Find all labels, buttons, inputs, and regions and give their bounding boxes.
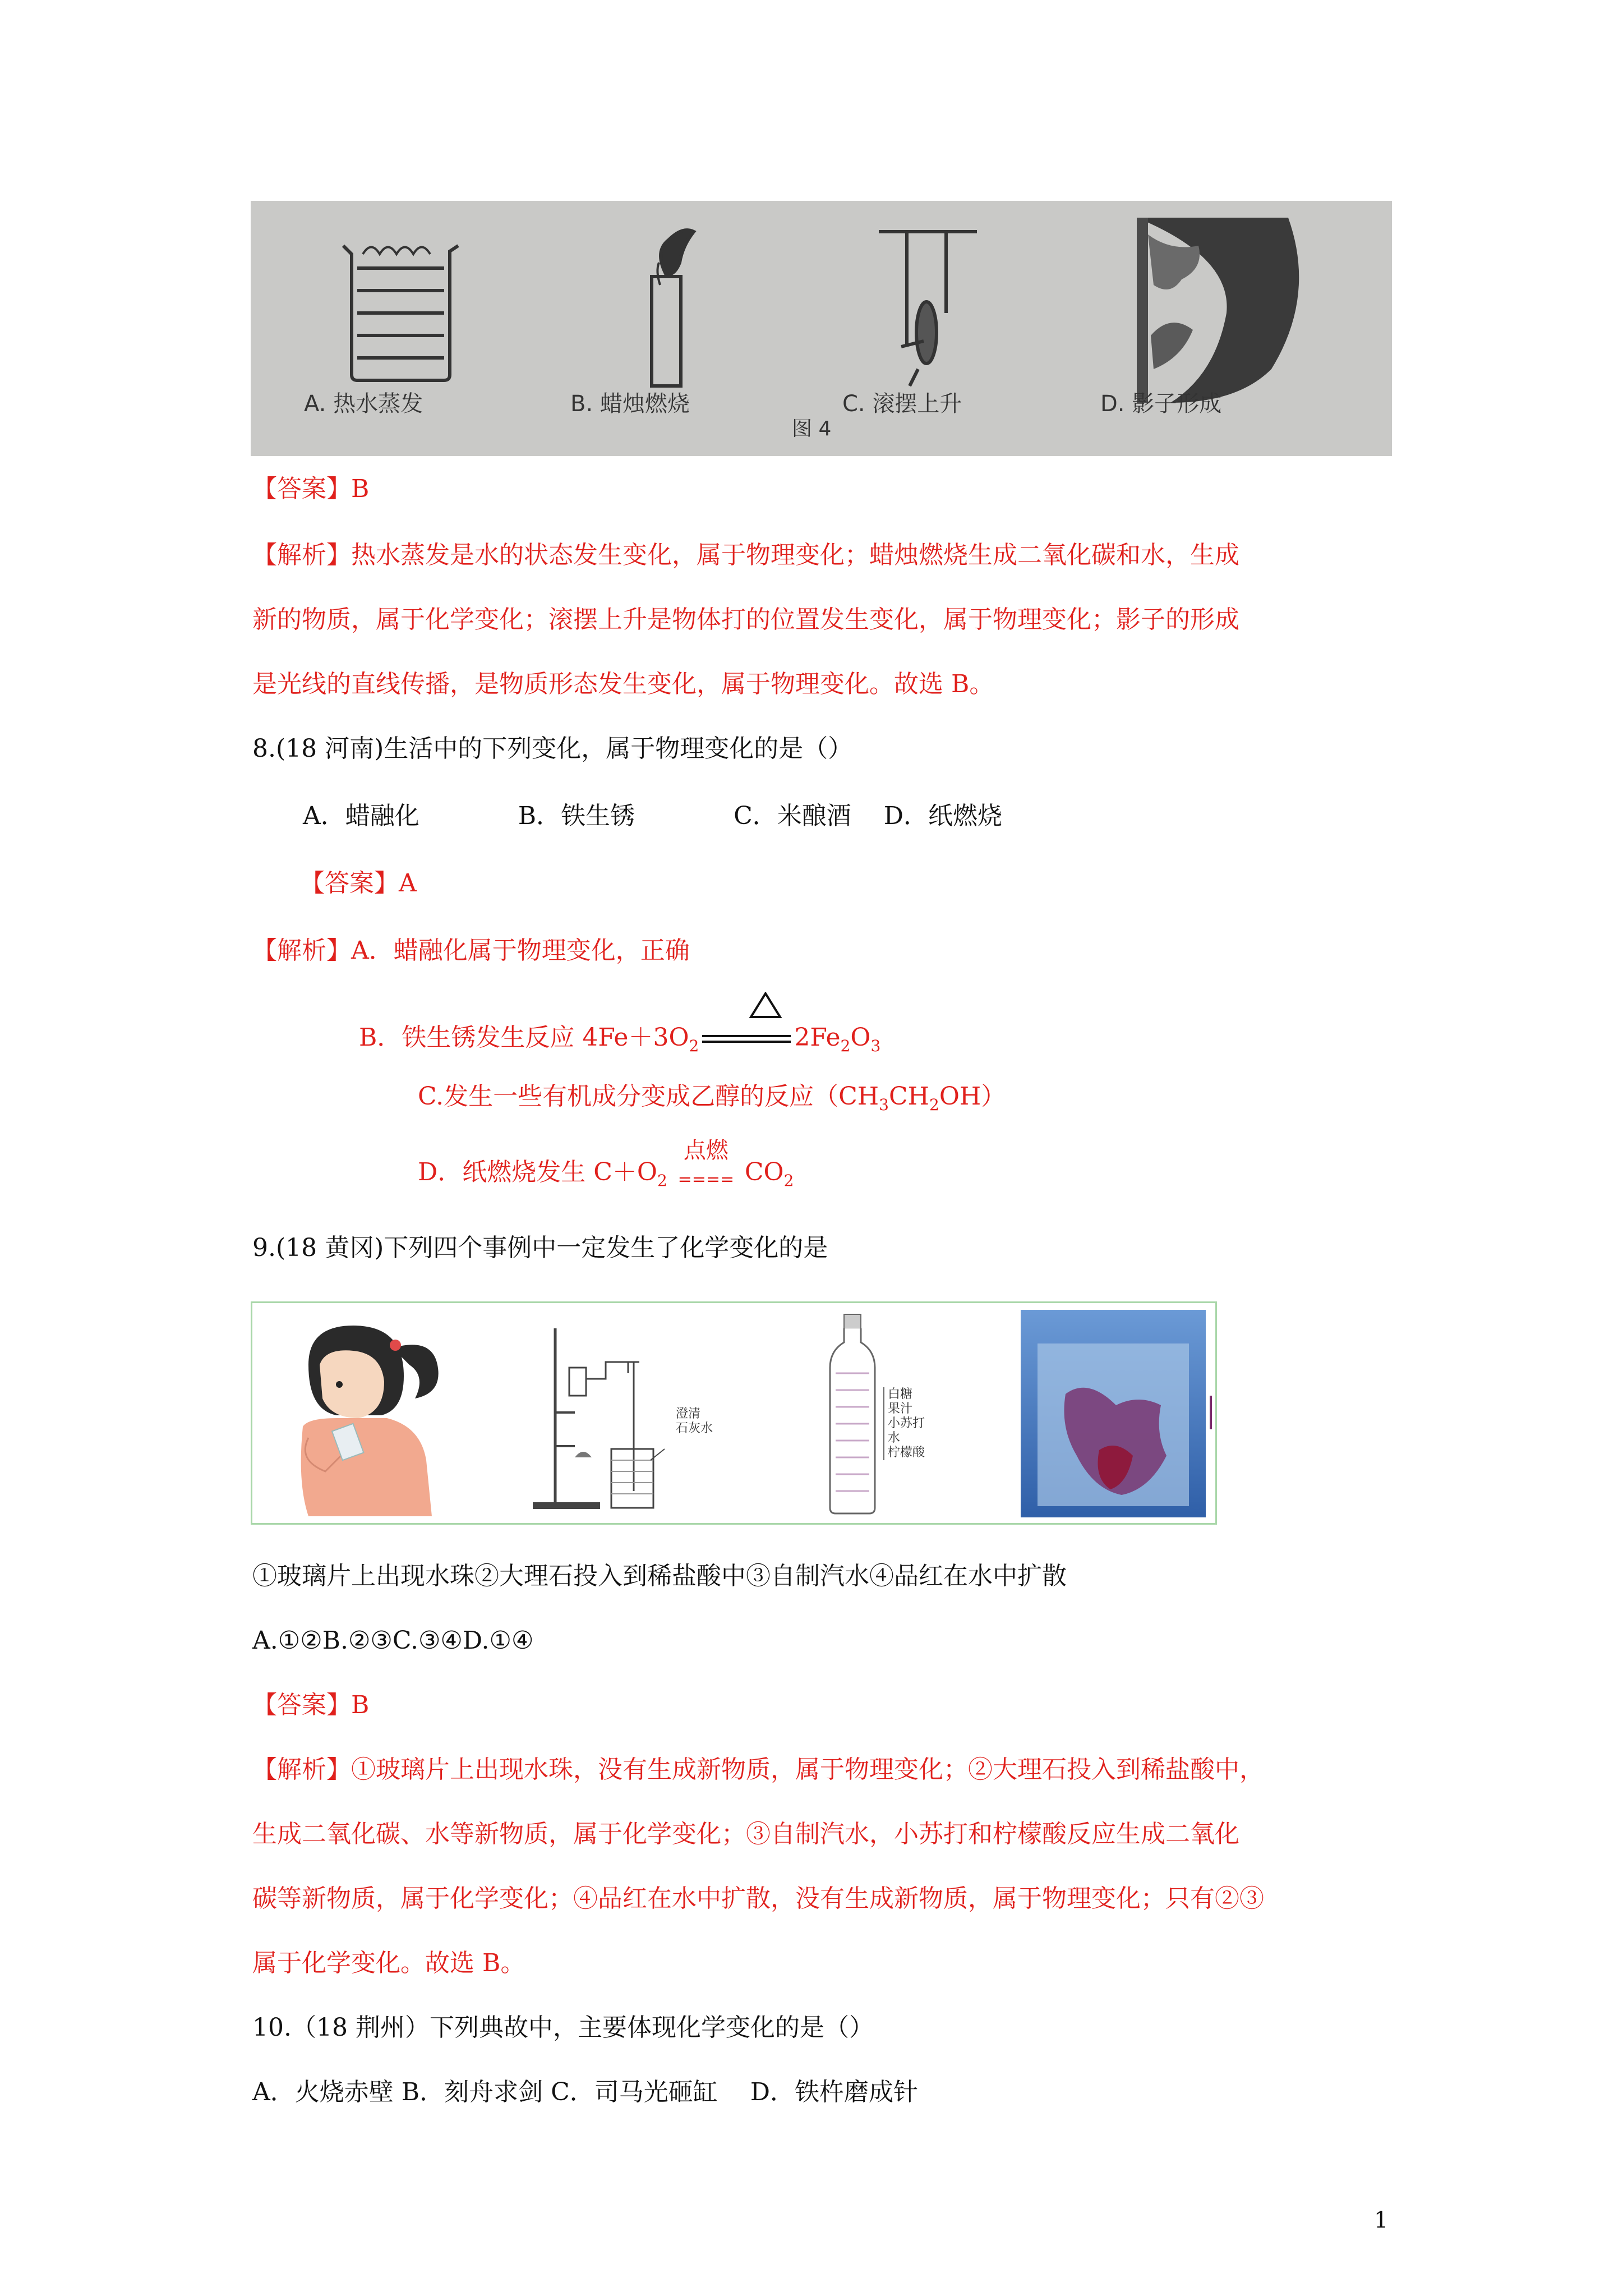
figure-label-a: A. 热水蒸发 [304, 391, 423, 417]
bottle-ingredients-label [883, 1387, 925, 1460]
subscript: 2 [689, 1037, 699, 1055]
q8-options: A．蜡融化 B．铁生锈 C．米酿酒 D．纸燃烧 [303, 802, 1003, 830]
candle-illustration [652, 230, 694, 386]
analysis-c-text: C.发生一些有机成分变成乙醇的反应（CH [418, 1082, 879, 1111]
subscript: 3 [870, 1037, 881, 1055]
q7-analysis-line-1 [252, 539, 1239, 572]
q8-analysis-c [418, 1080, 1006, 1122]
pendulum-illustration [879, 232, 977, 386]
analysis-c-end: OH） [939, 1082, 1006, 1111]
answer-tag: 【答案】 [252, 1691, 351, 1719]
subscript: 2 [929, 1096, 939, 1114]
analysis-c-mid: CH [888, 1082, 929, 1111]
analysis-tag: 【解析】 [252, 936, 351, 965]
heating-triangle-icon [749, 992, 782, 1019]
reaction-condition [675, 1137, 737, 1191]
q9-question: 9.(18 黄冈)下列四个事例中一定发生了化学变化的是 [252, 1234, 828, 1262]
limewater-label-line-1: 澄清 [676, 1407, 701, 1421]
condition-equals: ==== [677, 1169, 735, 1189]
analysis-text: ①玻璃片上出现水珠，没有生成新物质，属于物理变化；②大理石投入到稀盐酸中， [351, 1755, 1264, 1784]
analysis-d-text: D．纸燃烧发生 C＋O [418, 1158, 658, 1186]
limewater-label-line-2: 石灰水 [676, 1421, 713, 1435]
subscript: 2 [783, 1171, 794, 1190]
q10-question: 10.（18 荆州）下列典故中，主要体现化学变化的是（） [252, 2013, 874, 2042]
q10-options: A．火烧赤壁 B．刻舟求剑 C．司马光砸缸 D．铁杵磨成针 [252, 2078, 919, 2106]
ingredient-citric-acid: 柠檬酸 [888, 1446, 925, 1460]
q8-analysis-d [418, 1137, 794, 1198]
q9-answer [252, 1688, 369, 1722]
beaker-illustration [343, 246, 458, 380]
q8-answer [300, 867, 417, 900]
q9-analysis-line-3: 碳等新物质，属于化学变化；④品红在水中扩散，没有生成新物质，属于物理变化；只有②③ [252, 1884, 1264, 1913]
ingredient-sugar: 白糖 [888, 1387, 913, 1401]
answer-tag: 【答案】 [300, 869, 399, 898]
subscript: 2 [657, 1171, 667, 1190]
ingredient-water: 水 [888, 1431, 901, 1445]
figure-label-b: B. 蜡烛燃烧 [570, 391, 690, 417]
ingredient-juice: 果汁 [888, 1402, 913, 1416]
ink-diffusion-photo [1021, 1310, 1206, 1517]
q8-analysis-b [359, 1021, 880, 1063]
page-number: 1 [1374, 2207, 1389, 2233]
q8-question: 8.(18 河南)生活中的下列变化，属于物理变化的是（） [252, 734, 853, 763]
equation-right-o: O [850, 1023, 871, 1052]
figure-label-d: D. 影子形成 [1100, 391, 1222, 417]
shadow-illustration [1137, 218, 1299, 403]
q9-analysis-line-1 [252, 1753, 1264, 1787]
answer-tag: 【答案】 [252, 475, 351, 503]
analysis-d-product: CO [744, 1158, 784, 1186]
equation-right: 2Fe [794, 1023, 841, 1052]
q9-events: ①玻璃片上出现水珠②大理石投入到稀盐酸中③自制汽水④品红在水中扩散 [252, 1562, 1067, 1590]
figure-label-c: C. 滚摆上升 [842, 391, 962, 417]
limewater-label [676, 1407, 713, 1436]
q7-analysis-line-2: 新的物质，属于化学变化；滚摆上升是物体打的位置发生变化，属于物理变化；影子的形成 [252, 605, 1239, 634]
photo-edge-marker [1210, 1396, 1212, 1429]
subscript: 3 [879, 1096, 889, 1114]
answer-value: B [351, 475, 370, 503]
q9-analysis-line-4: 属于化学变化。故选 B。 [252, 1949, 525, 1977]
q7-analysis-line-3: 是光线的直线传播，是物质形态发生变化，属于物理变化。故选 B。 [252, 670, 994, 698]
equals-sign [699, 1034, 794, 1045]
equation-left: B．铁生锈发生反应 4Fe＋3O [359, 1023, 689, 1052]
q9-analysis-line-2: 生成二氧化碳、水等新物质，属于化学变化；③自制汽水，小苏打和柠檬酸反应生成二氧化 [252, 1820, 1239, 1848]
ingredient-baking-soda: 小苏打 [888, 1416, 925, 1430]
answer-value: A [399, 869, 417, 898]
answer-value: B [351, 1691, 370, 1719]
analysis-tag: 【解析】 [252, 541, 351, 569]
subscript: 2 [840, 1037, 851, 1055]
figure-caption: 图 4 [792, 417, 832, 440]
q9-figure [251, 1301, 1217, 1525]
q8-analysis-a [252, 934, 690, 968]
girl-breathing-illustration [275, 1314, 460, 1516]
analysis-text: A．蜡融化属于物理变化，正确 [351, 936, 690, 965]
analysis-tag: 【解析】 [252, 1755, 351, 1784]
q7-answer [252, 472, 369, 506]
figure-4-image [251, 201, 1392, 456]
condition-label: 点燃 [683, 1137, 728, 1163]
soda-bottle-illustration [819, 1312, 886, 1519]
q9-options: A.①②B.②③C.③④D.①④ [252, 1626, 534, 1655]
analysis-text: 热水蒸发是水的状态发生变化，属于物理变化；蜡烛燃烧生成二氧化碳和水，生成 [351, 541, 1239, 569]
